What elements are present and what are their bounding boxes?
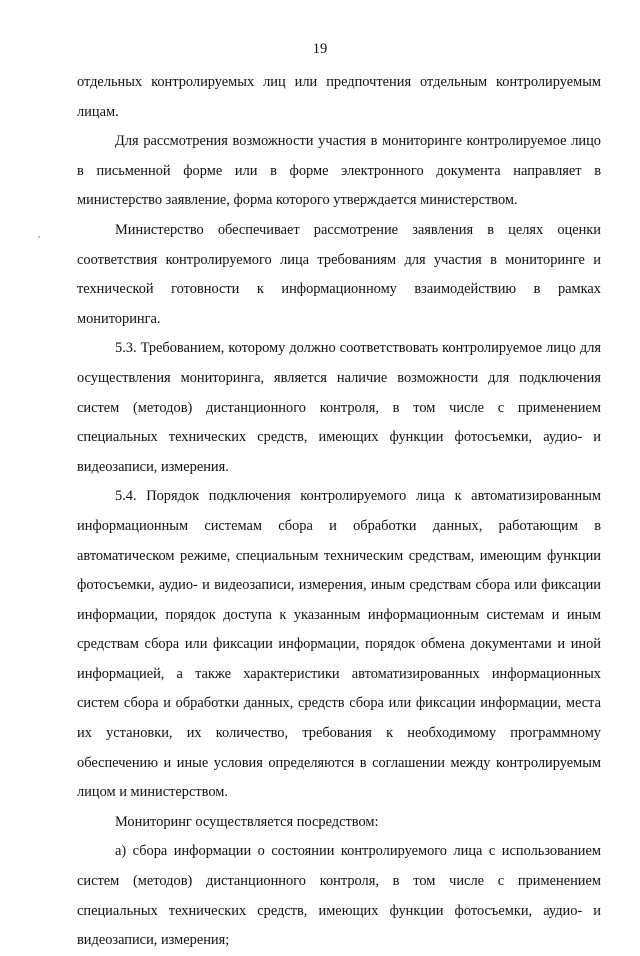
page-number: 19 <box>312 41 328 57</box>
paragraph-ministry-review: Министерство обеспечивает рассмотрение заявления в целях оценки соответствия контролируемого лица требованиям для участия в мониторинге и технической готовности к информационному взаимодействию в рамках мониторинга. <box>77 221 601 327</box>
paragraph-continuation: отдельных контролируемых лиц или предпочтения отдельным контролируемым лицам. <box>77 74 601 120</box>
document-body <box>77 68 601 956</box>
paragraph-5-4-connection-procedure: 5.4. Порядок подключения контролируемого лица к автоматизированным информационным системам сбора и обработки данных, работающим в автоматическом режиме, специальным техническим средствам, имеющим функции фотосъемки, аудио- и видеозаписи, измерения, иным средствам сбора или фиксации информации, порядок доступа к указанным информационным системам и иным средствам сбора или фиксации информации, порядок обмена документами и иной информацией, а также характеристики автоматизированных информационных систем сбора и обработки данных, средств сбора или фиксации информации, места их установки, их количество, требования к необходимому программному обеспечению и иные условия определяются в соглашении между контролируемым лицом и министерством. <box>77 488 601 801</box>
paragraph-item-a: а) сбора информации о состоянии контролируемого лица с использованием систем (методов) дистанционного контроля, в том числе с применением специальных технических средств, имеющих функции фотосъемки, аудио- и видеозаписи, измерения; <box>77 843 601 949</box>
paragraph-5-3-requirement: 5.3. Требованием, которому должно соответствовать контролируемое лицо для осуществления мониторинга, является наличие возможности для подключения систем (методов) дистанционного контроля, в том числе с применением специальных технических средств, имеющих функции фотосъемки, аудио- и видеозаписи, измерения. <box>77 340 601 475</box>
paragraph-application-submission: Для рассмотрения возможности участия в мониторинге контролируемое лицо в письменной форме или в форме электронного документа направляет в министерство заявление, форма которого утверждается министерством. <box>77 133 601 209</box>
scan-artifact-dot <box>38 236 40 238</box>
paragraph-monitoring-means: Мониторинг осуществляется посредством: <box>115 813 379 830</box>
